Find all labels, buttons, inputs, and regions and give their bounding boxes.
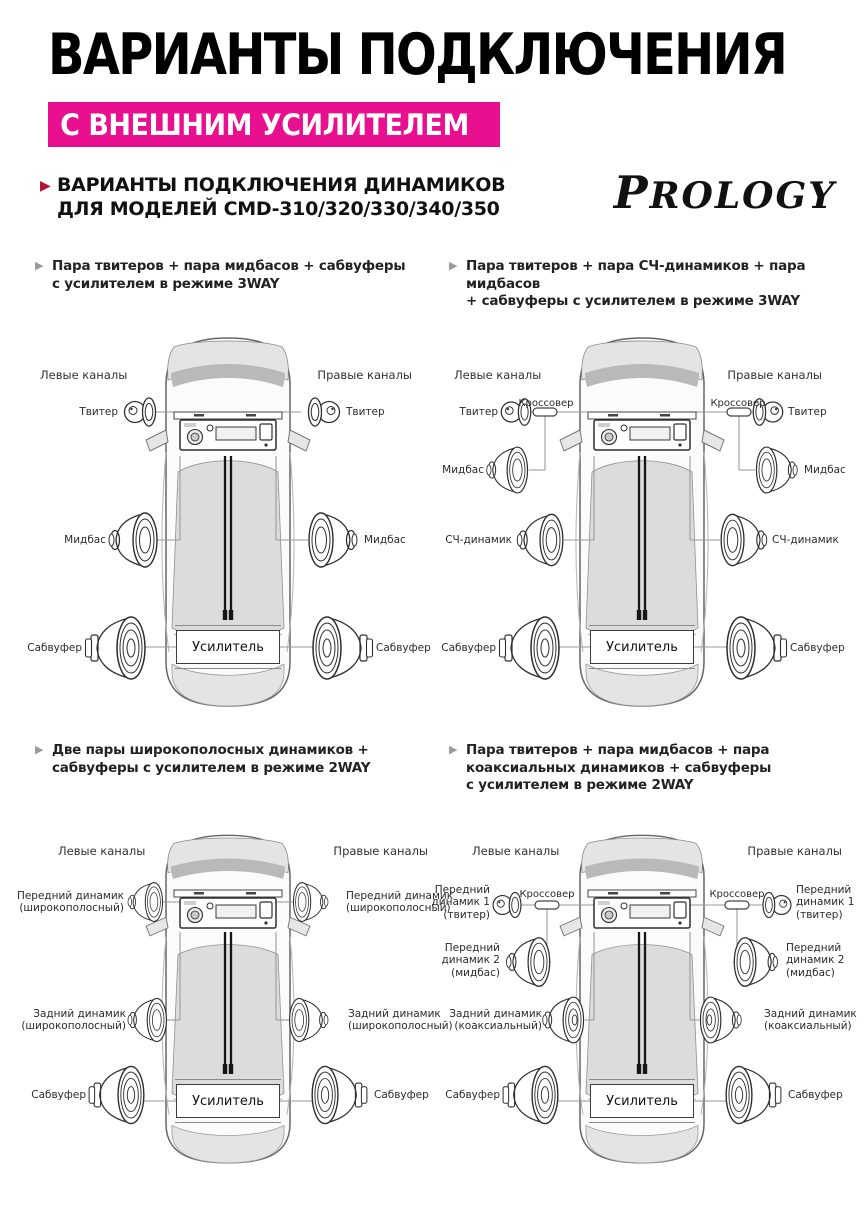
crossover-icon-left <box>535 901 559 909</box>
rear-speaker-label-left: Задний динамик (коаксиальный) <box>449 1008 542 1033</box>
midbass-label-left: Мидбас <box>64 534 106 546</box>
left-channels-label: Левые каналы <box>472 844 560 858</box>
subwoofer-icon-left <box>500 617 560 679</box>
q4-car-diagram <box>441 742 856 1226</box>
mid-speaker-icon-right <box>721 514 767 565</box>
left-channels-label: Левые каналы <box>454 368 542 382</box>
subwoofer-icon-left <box>89 1066 144 1123</box>
q3-car-diagram <box>30 742 442 1226</box>
coaxial-speaker-icon-rear-left <box>543 997 584 1043</box>
subwoofer-icon-right <box>727 617 787 679</box>
amplifier-box: Усилитель <box>590 1084 694 1118</box>
front-speaker-label-right: Передний динамик (широкополосный) <box>346 890 454 915</box>
wideband-speaker-icon-front-left <box>128 883 163 922</box>
front-speaker1-label-right: Передний динамик 1 (твитер) <box>796 884 855 921</box>
tweeter-label-right: Твитер <box>788 406 827 418</box>
midbass-label-right: Мидбас <box>804 464 846 476</box>
section-heading <box>40 174 505 222</box>
subwoofer-icon-left <box>503 1066 558 1123</box>
midbass-icon-left <box>487 447 528 493</box>
midbass-label-left: Мидбас <box>442 464 484 476</box>
section-heading-line1: ВАРИАНТЫ ПОДКЛЮЧЕНИЯ ДИНАМИКОВ <box>57 174 506 196</box>
subwoofer-label-left: Сабвуфер <box>441 642 496 654</box>
left-channels-label: Левые каналы <box>40 368 128 382</box>
amplifier-box: Усилитель <box>590 630 694 664</box>
tweeter-icon-left <box>125 398 156 426</box>
crossover-icon-left <box>533 408 557 416</box>
head-unit-icon <box>174 412 282 450</box>
right-channels-label: Правые каналы <box>333 844 428 858</box>
mid-speaker-label-right: СЧ-динамик <box>772 534 839 546</box>
mid-speaker-label-left: СЧ-динамик <box>445 534 512 546</box>
diagram-q2-3way-with-mids <box>441 258 856 742</box>
wideband-speaker-icon-front-right <box>293 883 328 922</box>
gray-arrow-bullet-icon: ▶ <box>35 259 44 272</box>
page-title: ВАРИАНТЫ ПОДКЛЮЧЕНИЯ <box>48 22 787 88</box>
subwoofer-label-right: Сабвуфер <box>788 1089 843 1101</box>
q2-car-diagram <box>444 258 856 742</box>
diagram-q3-2way-wideband <box>16 742 454 1226</box>
crossover-icon-right <box>725 901 749 909</box>
crossover-label-right: Кроссовер <box>710 398 766 409</box>
section-heading-line2: ДЛЯ МОДЕЛЕЙ CMD-310/320/330/340/350 <box>57 197 500 220</box>
banner-with-external-amp <box>48 102 500 147</box>
q1-title: ▶ Пара твитеров + пара мидбасов + сабвуферы с усилителем в режиме 3WAY <box>35 258 406 292</box>
head-unit-icon <box>174 890 282 928</box>
tweeter-label-left: Твитер <box>459 406 498 418</box>
right-channels-label: Правые каналы <box>727 368 822 382</box>
coaxial-speaker-icon-rear-right <box>700 997 741 1043</box>
crossover-icon-right <box>727 408 751 416</box>
midbass-label-right: Мидбас <box>364 534 406 546</box>
midbass-icon-front2-right <box>734 938 777 987</box>
subwoofer-label-right: Сабвуфер <box>374 1089 429 1101</box>
right-channels-label: Правые каналы <box>747 844 842 858</box>
rear-speaker-label-right: Задний динамик (широкополосный) <box>348 1008 453 1033</box>
midbass-icon-right <box>309 513 357 567</box>
wideband-speaker-icon-rear-left <box>128 998 166 1041</box>
crossover-label-right: Кроссовер <box>709 889 765 900</box>
head-unit-icon <box>588 412 696 450</box>
crossover-label-left: Кроссовер <box>518 398 574 409</box>
tweeter-label-right: Твитер <box>346 406 385 418</box>
crossover-label-left: Кроссовер <box>519 889 575 900</box>
midbass-icon-front2-left <box>507 938 550 987</box>
midbass-icon-left <box>109 513 157 567</box>
tweeter-icon-right <box>309 398 340 426</box>
q1-car-diagram <box>30 258 442 742</box>
subwoofer-label-right: Сабвуфер <box>376 642 431 654</box>
amplifier-box: Усилитель <box>176 1084 280 1118</box>
wideband-speaker-icon-rear-right <box>290 998 328 1041</box>
subwoofer-icon-right <box>313 617 373 679</box>
gray-arrow-bullet-icon: ▶ <box>35 743 44 756</box>
gray-arrow-bullet-icon: ▶ <box>449 259 458 272</box>
amplifier-box: Усилитель <box>176 630 280 664</box>
subwoofer-icon-right <box>312 1066 367 1123</box>
tweeter-label-left: Твитер <box>79 406 118 418</box>
gray-arrow-bullet-icon: ▶ <box>449 743 458 756</box>
mid-speaker-icon-left <box>517 514 563 565</box>
rear-speaker-label-right: Задний динамик (коаксиальный) <box>764 1008 857 1033</box>
midbass-icon-right <box>756 447 797 493</box>
subwoofer-label-left: Сабвуфер <box>445 1089 500 1101</box>
q4-title: ▶ Пара твитеров + пара мидбасов + пара коаксиальных динамиков + сабвуферы с усилителем в режиме 2WAY <box>449 742 772 794</box>
front-speaker2-label-right: Передний динамик 2 (мидбас) <box>786 942 845 979</box>
prology-logo: PROLOGY <box>613 166 836 219</box>
diagram-q4-2way-coaxial <box>431 742 857 1226</box>
subwoofer-label-left: Сабвуфер <box>31 1089 86 1101</box>
rear-speaker-label-left: Задний динамик (широкополосный) <box>21 1008 126 1033</box>
subwoofer-icon-left <box>86 617 146 679</box>
banner-label: С ВНЕШНИМ УСИЛИТЕЛЕМ <box>60 107 469 142</box>
front-speaker2-label-left: Передний динамик 2 (мидбас) <box>441 942 500 979</box>
diagram-q1-3way-tweeter-midbass <box>27 258 442 742</box>
subwoofer-label-right: Сабвуфер <box>790 642 845 654</box>
red-arrow-bullet-icon: ▶ <box>40 178 51 194</box>
q2-title: ▶ Пара твитеров + пара СЧ-динамиков + пара мидбасов + сабвуферы с усилителем в режиме 3WAY <box>449 258 806 310</box>
q3-title: ▶ Две пары широкополосных динамиков + сабвуферы с усилителем в режиме 2WAY <box>35 742 371 776</box>
front-speaker1-label-left: Передний динамик 1 (твитер) <box>431 884 490 921</box>
left-channels-label: Левые каналы <box>58 844 146 858</box>
subwoofer-label-left: Сабвуфер <box>27 642 82 654</box>
right-channels-label: Правые каналы <box>317 368 412 382</box>
subwoofer-icon-right <box>726 1066 781 1123</box>
head-unit-icon <box>588 890 696 928</box>
front-speaker-label-left: Передний динамик (широкополосный) <box>16 890 124 915</box>
